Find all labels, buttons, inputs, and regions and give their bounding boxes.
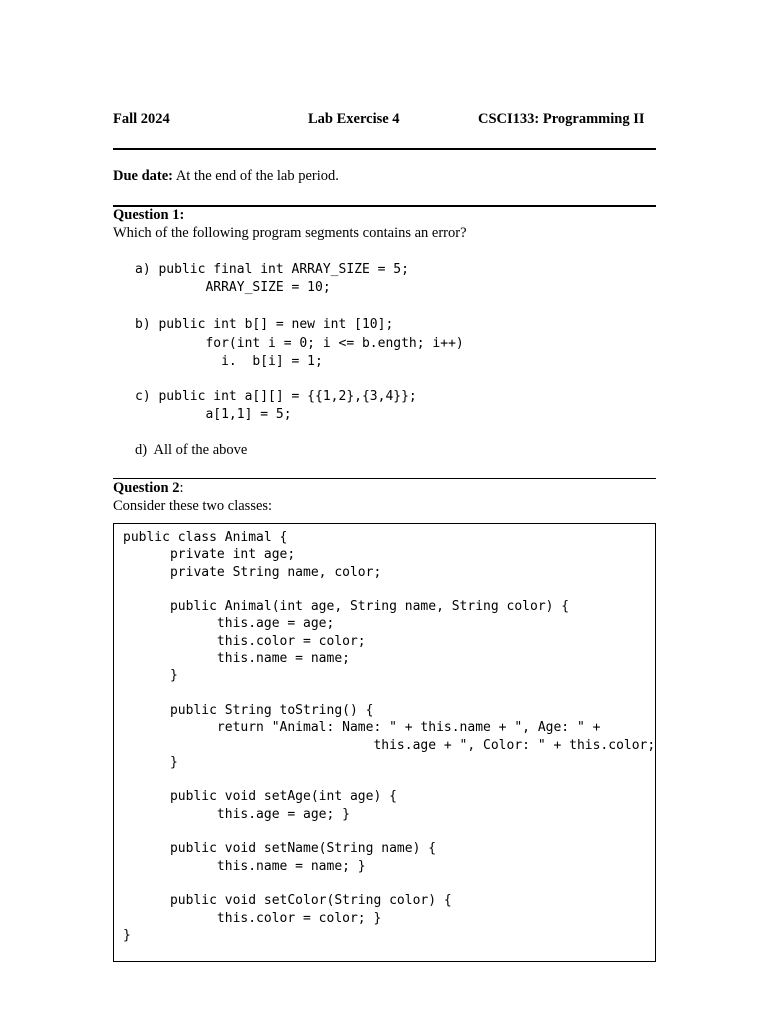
question2-heading: Question 2 <box>113 480 180 496</box>
header-semester: Fall 2024 <box>113 111 170 127</box>
header-course: CSCI133: Programming II <box>478 111 645 127</box>
due-date-text: At the end of the lab period. <box>173 168 339 184</box>
question2-heading-suffix: : <box>179 480 184 496</box>
question1-heading: Question 1: <box>113 207 185 223</box>
question1-prompt: Which of the following program segments contains an error? <box>113 225 467 241</box>
question2-heading-line <box>113 480 184 497</box>
question1-option-a: a) public final int ARRAY_SIZE = 5; ARRAY_SIZE = 10; <box>135 262 409 295</box>
question1-option-d: d) All of the above <box>135 442 248 458</box>
due-date-label: Due date: <box>113 168 174 184</box>
due-date-line <box>113 168 339 185</box>
due-divider <box>113 205 656 207</box>
question2-prompt: Consider these two classes: <box>113 498 273 514</box>
code-block <box>113 523 656 962</box>
code-listing: public class Animal { private int age; private String name, color; public Animal(int age, String name, String color) { this.age = age; this.color = color; this.name = name; } public String toString() { return "Animal: Name: " + this.name + ", Age: " + this.age + ", Color: " + this.color; } public void setAge(int age) { this.age = age; } public void setName(String name) { this.name = name; } public void setColor(String color) { this.color = color; } } <box>123 530 656 943</box>
header-title: Lab Exercise 4 <box>308 111 400 127</box>
header-divider <box>113 148 656 150</box>
question1-option-b: b) public int b[] = new int [10]; for(int i = 0; i <= b.ength; i++) i. b[i] = 1; <box>135 317 464 369</box>
question1-option-c: c) public int a[][] = {{1,2},{3,4}}; a[1,1] = 5; <box>135 389 417 422</box>
question1-divider <box>113 478 656 479</box>
